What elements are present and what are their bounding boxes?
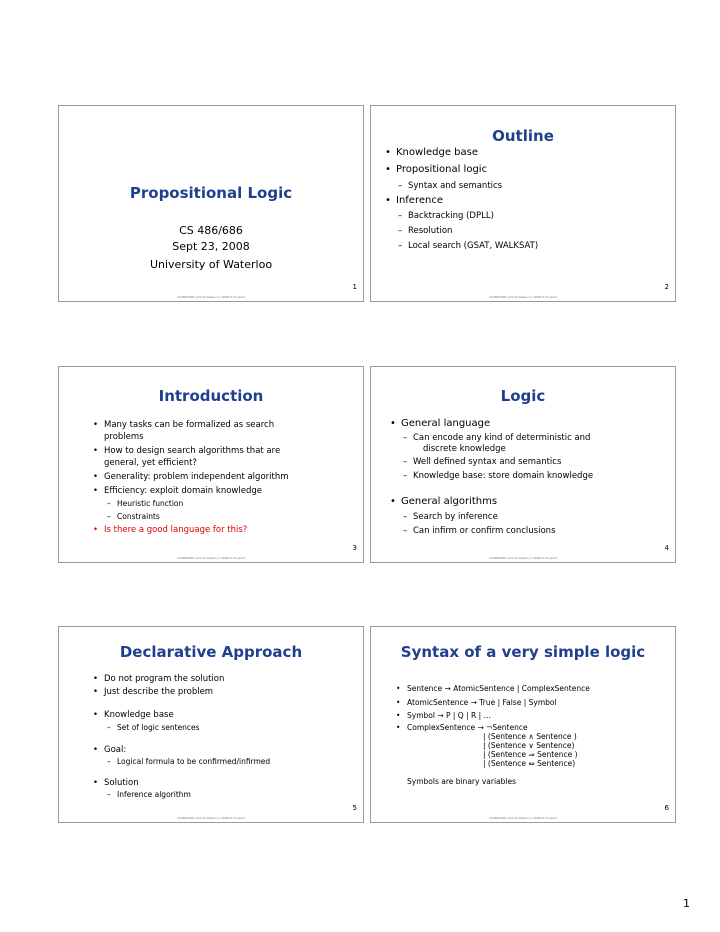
slide-footer: CS486/686 Lecture Slides (c) 2008 P. Poupart — [177, 295, 245, 299]
sub-bullet: – Knowledge base: store domain knowledge — [413, 470, 593, 482]
slide-2 — [370, 105, 676, 302]
slide-title: Introduction — [158, 387, 264, 405]
slide-footer: CS486/686 Lecture Slides (c) 2008 P. Poupart — [489, 295, 557, 299]
bullet: • Many tasks can be formalized as search — [104, 419, 274, 431]
sub-bullet: – Logical formula to be confirmed/infirmed — [117, 756, 270, 768]
bullet: • Just describe the problem — [104, 686, 213, 698]
grammar-rule: • Symbol → P | Q | R | … — [407, 711, 491, 720]
slide-6 — [370, 626, 676, 823]
slide-number: 2 — [664, 283, 669, 291]
bullet: • Generality: problem independent algorithm — [104, 471, 289, 483]
lecture-date: Sept 23, 2008 — [172, 240, 250, 253]
bullet: • Solution — [104, 777, 139, 789]
slide-number: 6 — [664, 804, 669, 812]
slide-title: Outline — [492, 127, 554, 145]
sub-bullet: – Set of logic sentences — [117, 722, 200, 734]
slide-number: 4 — [664, 544, 669, 552]
slide-title: Declarative Approach — [119, 643, 303, 661]
sub-bullet: – Can infirm or confirm conclusions — [413, 525, 556, 537]
slide-5 — [58, 626, 364, 823]
sub-bullet-cont: discrete knowledge — [423, 444, 506, 454]
slide-1 — [58, 105, 364, 302]
bullet-cont: problems — [104, 432, 144, 442]
outline-subitem: – Backtracking (DPLL) — [408, 210, 494, 222]
slide-footer: CS486/686 Lecture Slides (c) 2008 P. Poupart — [489, 816, 557, 820]
slide-title: Logic — [500, 387, 546, 405]
slide-footer: CS486/686 Lecture Slides (c) 2008 P. Poupart — [177, 556, 245, 560]
bullet: • Knowledge base — [104, 709, 174, 721]
slide-number: 3 — [352, 544, 357, 552]
bullet: • Goal: — [104, 744, 126, 756]
sub-bullet: – Can encode any kind of deterministic and — [413, 432, 590, 444]
bullet: • How to design search algorithms that are — [104, 445, 280, 457]
grammar-alt: | (Sentence ∨ Sentence) — [483, 741, 575, 750]
grammar-rule: • Sentence → AtomicSentence | ComplexSentence — [407, 684, 590, 693]
grammar-rule: • ComplexSentence → ¬Sentence — [407, 723, 528, 732]
slide-note: Symbols are binary variables — [407, 777, 517, 786]
course-code: CS 486/686 — [179, 224, 243, 237]
bullet-cont: general, yet efficient? — [104, 458, 197, 468]
grammar-alt: | (Sentence ⇒ Sentence ) — [483, 750, 578, 759]
slide-title: Propositional Logic — [129, 184, 293, 202]
outline-item: • Inference — [396, 195, 443, 207]
slide-footer: CS486/686 Lecture Slides (c) 2008 P. Poupart — [489, 556, 557, 560]
sub-bullet: – Well defined syntax and semantics — [413, 456, 561, 468]
outline-subitem: – Resolution — [408, 225, 452, 237]
bullet: • Efficiency: exploit domain knowledge — [104, 485, 262, 497]
grammar-alt: | (Sentence ∧ Sentence ) — [483, 732, 577, 741]
bullet: • General algorithms — [401, 496, 497, 508]
outline-item: • Propositional logic — [396, 164, 487, 176]
outline-subitem: – Local search (GSAT, WALKSAT) — [408, 240, 538, 252]
outline-item: • Knowledge base — [396, 147, 478, 159]
outline-subitem: – Syntax and semantics — [408, 180, 502, 192]
slide-footer: CS486/686 Lecture Slides (c) 2008 P. Poupart — [177, 816, 245, 820]
slide-number: 5 — [352, 804, 357, 812]
slide-number: 1 — [352, 283, 357, 291]
page-number: 1 — [683, 897, 690, 910]
sub-bullet: – Heuristic function — [117, 498, 183, 510]
bullet: • General language — [401, 418, 490, 430]
sub-bullet: – Search by inference — [413, 511, 498, 523]
slide-4 — [370, 366, 676, 563]
bullet: • Do not program the solution — [104, 673, 224, 685]
highlight-bullet: • Is there a good language for this? — [104, 524, 247, 536]
slide-3 — [58, 366, 364, 563]
sub-bullet: – Constraints — [117, 511, 160, 523]
university-name: University of Waterloo — [149, 258, 273, 271]
slide-title: Syntax of a very simple logic — [400, 643, 646, 661]
grammar-alt: | (Sentence ⇔ Sentence) — [483, 759, 576, 768]
sub-bullet: – Inference algorithm — [117, 789, 191, 801]
grammar-rule: • AtomicSentence → True | False | Symbol — [407, 698, 557, 707]
